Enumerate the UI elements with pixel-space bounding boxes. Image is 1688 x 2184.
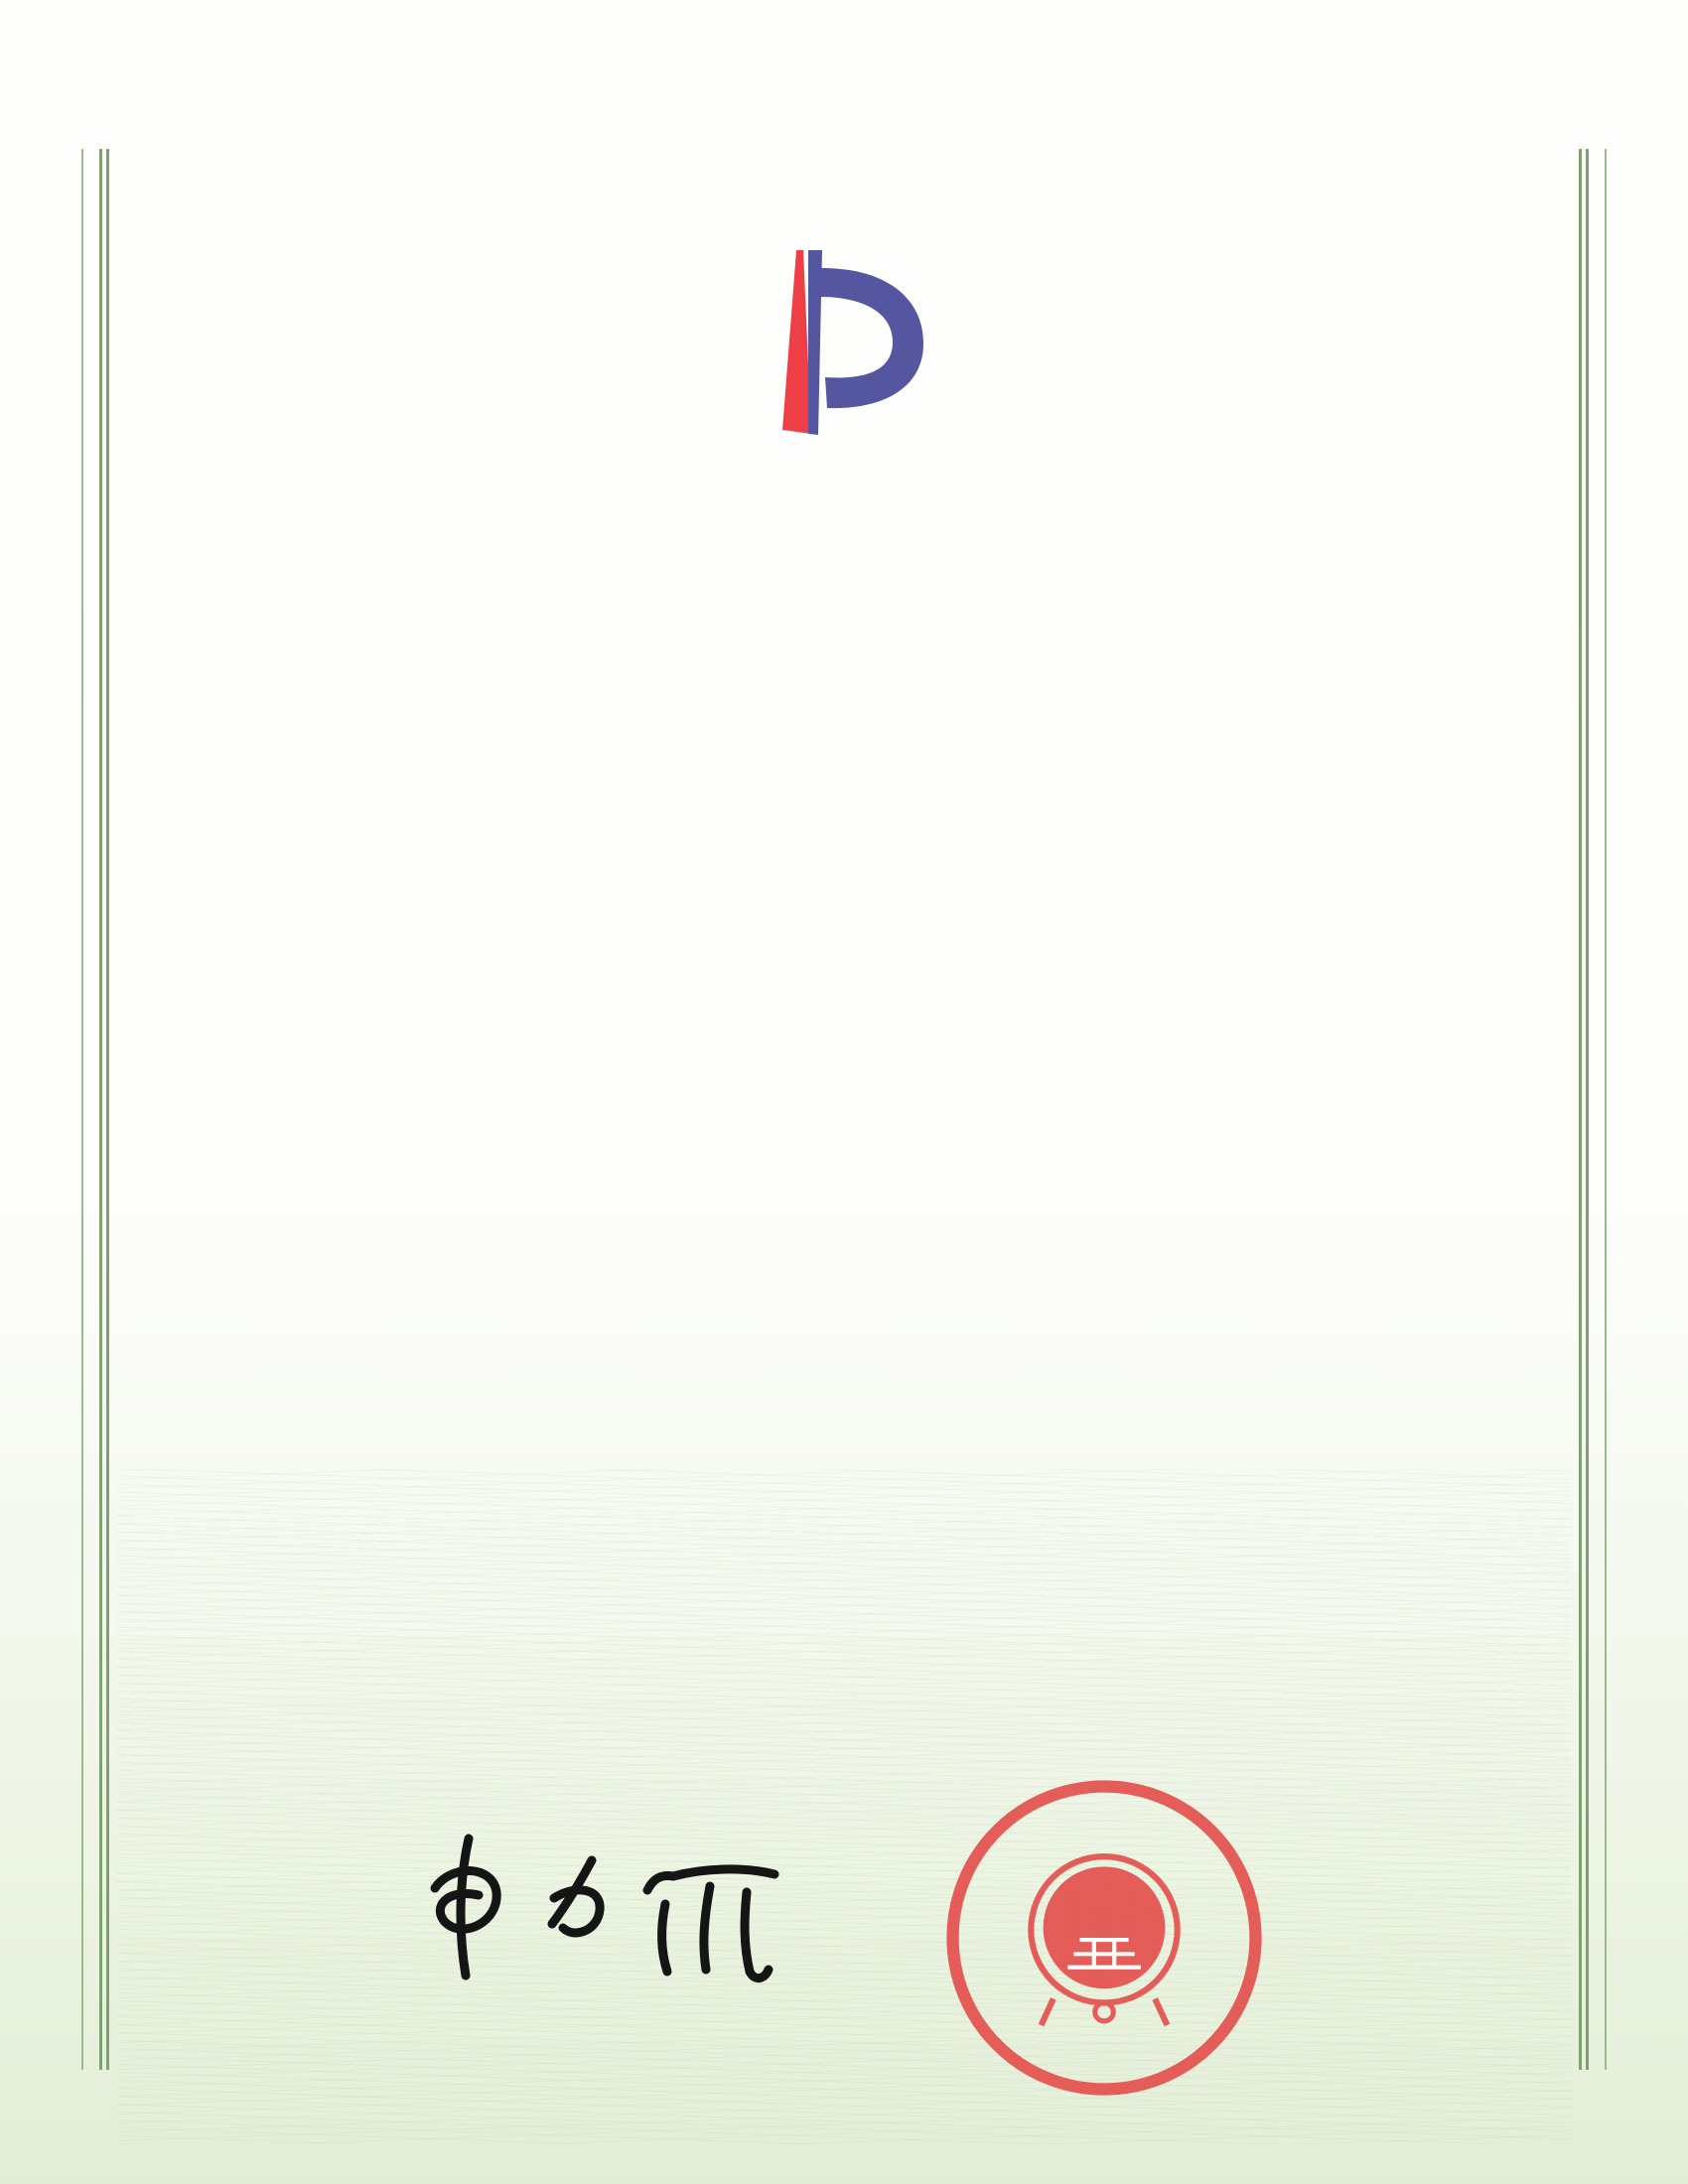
border-line-left-outer bbox=[81, 149, 83, 2070]
field-row-inventors bbox=[199, 789, 1549, 826]
border-line-left-inner bbox=[99, 149, 109, 2070]
field-row-grant bbox=[199, 1274, 1549, 1310]
commissioner-signature bbox=[405, 1827, 812, 1995]
field-row-patent-number bbox=[199, 887, 1549, 923]
ornamental-border-top bbox=[79, 69, 1609, 191]
qr-code bbox=[1291, 260, 1458, 427]
border-line-right-inner bbox=[1579, 149, 1589, 2070]
official-seal bbox=[931, 1765, 1277, 2111]
border-line-right-outer bbox=[1605, 149, 1607, 2070]
field-row-name bbox=[199, 692, 1549, 729]
cnipa-logo-icon bbox=[688, 238, 941, 449]
national-emblem-icon bbox=[1031, 1856, 1177, 2025]
field-row-filing-date bbox=[199, 983, 1549, 1020]
field-row-patentee bbox=[199, 1080, 1549, 1117]
ornamental-border-bottom bbox=[79, 2027, 1609, 2176]
barcode bbox=[194, 1769, 553, 1807]
field-row-address bbox=[199, 1177, 1549, 1214]
